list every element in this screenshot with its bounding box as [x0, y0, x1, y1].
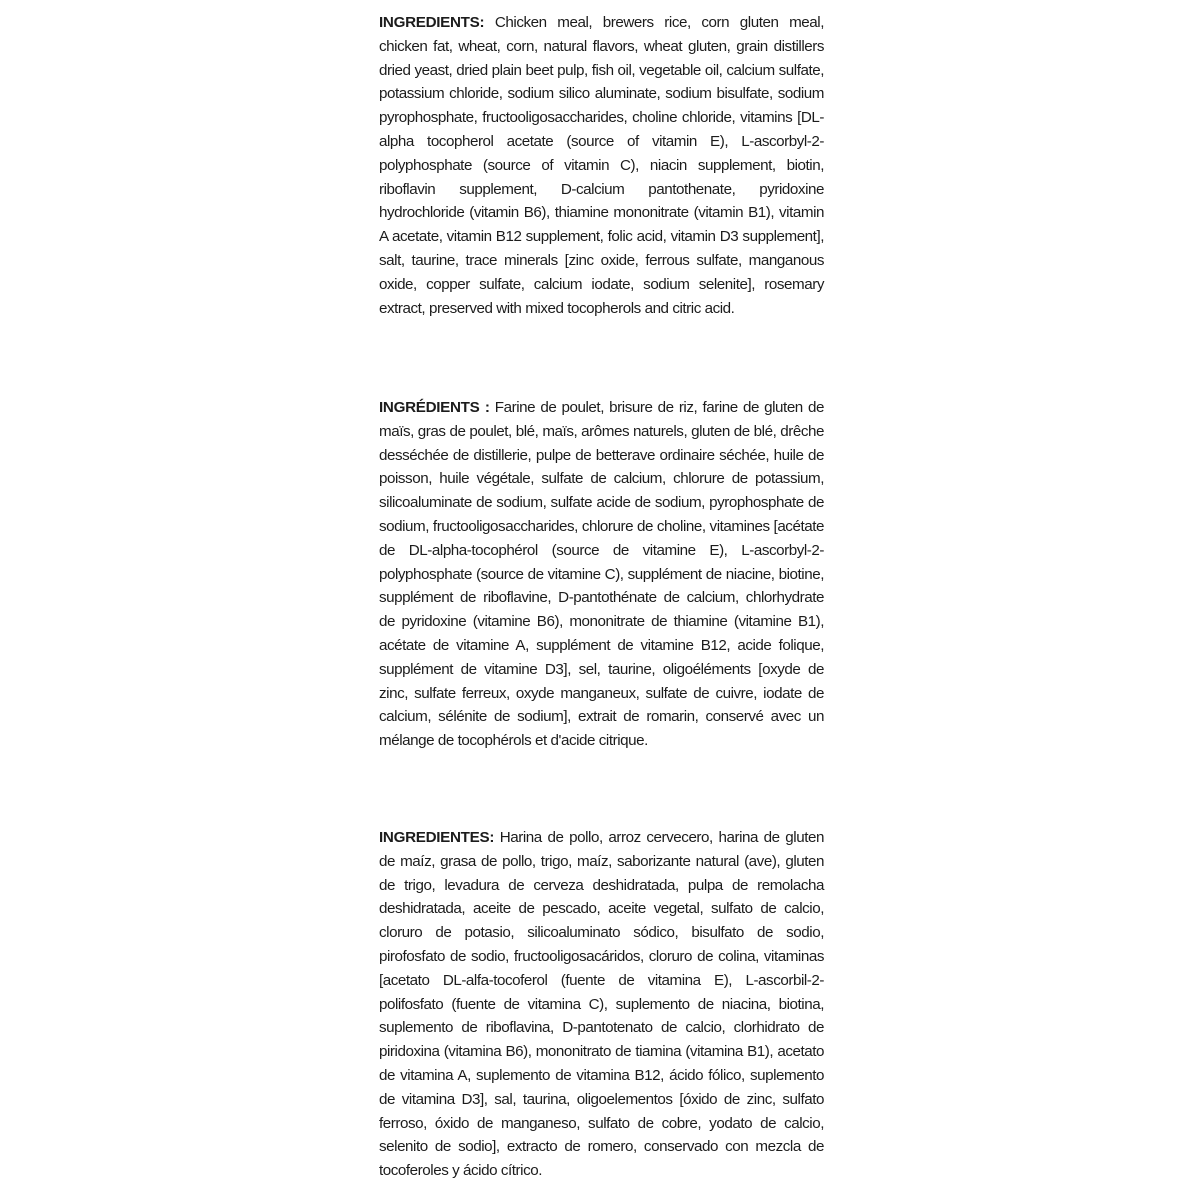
ingredients-english — [379, 11, 824, 320]
ingredients-french-heading: INGRÉDIENTS : — [379, 399, 490, 416]
ingredients-english-text: Chicken meal, brewers rice, corn gluten meal, chicken fat, wheat, corn, natural flavors, wheat gluten, grain distillers dried yeast, dried plain beet pulp, fish oil, vegetable oil, calcium sulfate, potassium chloride, sodium silico aluminate, sodium bisulfate, sodium pyrophosphate, fructooligosaccharides, choline chloride, vitamins [DL-alpha tocopherol acetate (source of vitamin E), L-ascorbyl-2-polyphosphate (source of vitamin C), niacin supplement, biotin, riboflavin supplement, D-calcium pantothenate, pyridoxine hydrochloride (vitamin B6), thiamine mononitrate (vitamin B1), vitamin A acetate, vitamin B12 supplement, folic acid, vitamin D3 supplement], salt, taurine, trace minerals [zinc oxide, ferrous sulfate, manganous oxide, copper sulfate, calcium iodate, sodium selenite], rosemary extract, preserved with mixed tocopherols and citric acid. — [379, 14, 824, 317]
ingredients-english-heading: INGREDIENTS: — [379, 14, 485, 31]
ingredients-french — [379, 396, 824, 753]
ingredients-spanish-text: Harina de pollo, arroz cervecero, harina de gluten de maíz, grasa de pollo, trigo, maíz, saborizante natural (ave), gluten de trigo, levadura de cerveza deshidratada, pulpa de remolacha deshidratada, aceite de pescado, aceite vegetal, sulfato de calcio, cloruro de potasio, silicoaluminato sódico, bisulfato de sodio, pirofosfato de sodio, fructooligosacáridos, cloruro de colina, vitaminas [acetato DL-alfa-tocoferol (fuente de vitamina E), L-ascorbil-2-polifosfato (fuente de vitamina C), suplemento de niacina, biotina, suplemento de riboflavina, D-pantotenato de calcio, clorhidrato de piridoxina (vitamina B6), mononitrato de tiamina (vitamina B1), acetato de vitamina A, suplemento de vitamina B12, ácido fólico, suplemento de vitamina D3], sal, taurina, oligoelementos [óxido de zinc, sulfato ferroso, óxido de manganeso, sulfato de cobre, yodato de calcio, selenito de sodio], extracto de romero, conservado con mezcla de tocoferoles y ácido cítrico. — [379, 829, 824, 1180]
ingredients-spanish-heading: INGREDIENTES: — [379, 829, 495, 846]
ingredients-french-text: Farine de poulet, brisure de riz, farine de gluten de maïs, gras de poulet, blé, maïs, arômes naturels, gluten de blé, drêche desséchée de distillerie, pulpe de betterave ordinaire séchée, huile de poisson, huile végétale, sulfate de calcium, chlorure de potassium, silicoaluminate de sodium, sulfate acide de sodium, pyrophosphate de sodium, fructooligosaccharides, chlorure de choline, vitamines [acétate de DL-alpha-tocophérol (source de vitamine E), L-ascorbyl-2-polyphosphate (source de vitamine C), supplément de niacine, biotine, supplément de riboflavine, D-pantothénate de calcium, chlorhydrate de pyridoxine (vitamine B6), mononitrate de thiamine (vitamine B1), acétate de vitamine A, supplément de vitamine B12, acide folique, supplément de vitamine D3], sel, taurine, oligoéléments [oxyde de zinc, sulfate ferreux, oxyde manganeux, sulfate de cuivre, iodate de calcium, sélénite de sodium], extrait de romarin, conservé avec un mélange de tocophérols et d'acide citrique. — [379, 399, 824, 750]
ingredients-spanish — [379, 826, 824, 1183]
